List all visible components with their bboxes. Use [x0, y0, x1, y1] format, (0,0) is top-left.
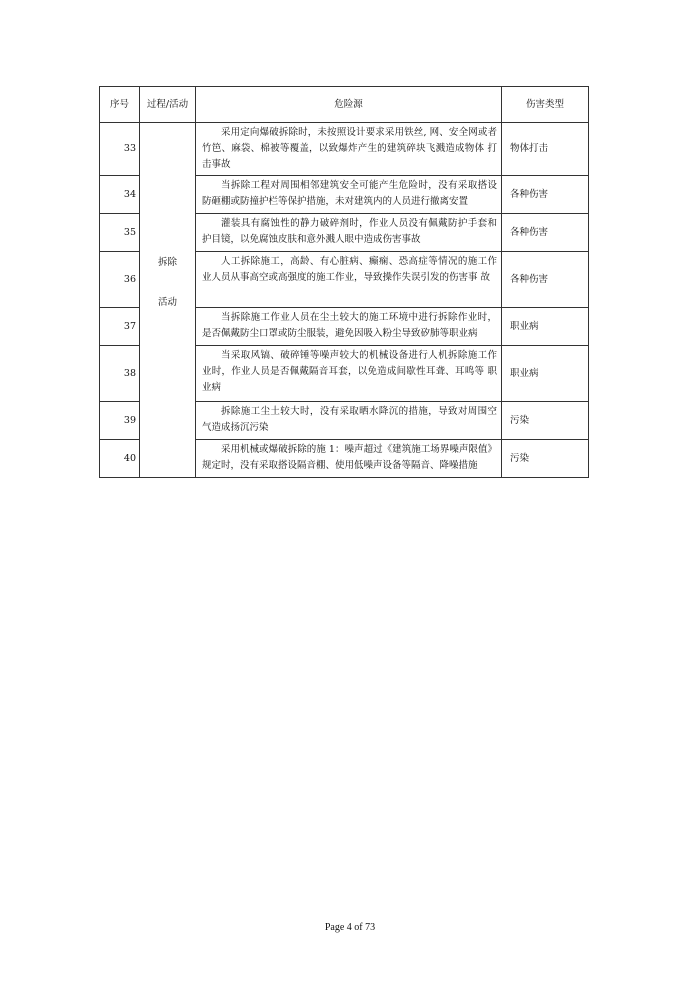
row-number: 33: [100, 123, 140, 176]
process-label-1: 拆除: [157, 257, 177, 268]
row-number: 40: [100, 440, 140, 478]
hazard-text-content: 人工拆除施工，高龄、有心脏病、癫痫、恐高症等情况的施工作 业人员从事高空或高强度的施工作业，导致操作失误引发的伤害事 故: [202, 256, 497, 283]
header-type: 伤害类型: [502, 87, 589, 123]
hazard-text-content: 采用定向爆破拆除时，未按照设计要求采用铁丝, 网、安全网或者 竹笆、麻袋、棉被等覆盖，以致爆炸产生的建筑碎块飞溅造成物体 打击事故: [202, 127, 497, 170]
hazard-text-content: 灌装具有腐蚀性的静力破碎剂时，作业人员没有佩戴防护手套和 护目镜，以免腐蚀皮肤和意外溅人眼中造成伤害事故: [202, 218, 497, 245]
row-number: 34: [100, 176, 140, 214]
header-num: 序号: [100, 87, 140, 123]
injury-type: 各种伤害: [502, 176, 589, 214]
hazard-text: [196, 252, 502, 308]
injury-type: 职业病: [502, 346, 589, 402]
hazard-text: [196, 440, 502, 478]
hazard-text-content: 当拆除施工作业人员在尘土较大的施工环境中进行拆除作业时， 是否佩戴防尘口罩或防尘服装，避免因吸入粉尘导致矽肺等职业病: [202, 312, 497, 339]
hazard-table: [99, 86, 589, 478]
injury-type: 职业病: [502, 308, 589, 346]
row-number: 36: [100, 252, 140, 308]
table-row: [100, 123, 589, 176]
row-number: 39: [100, 402, 140, 440]
hazard-text-content: 采用机械或爆破拆除的施 1：噪声超过《建筑施工场界噪声限值》 规定时，没有采取搭设隔音棚、使用低噪声设备等隔音、降噪措施: [202, 444, 497, 471]
hazard-text: [196, 123, 502, 176]
row-number: 35: [100, 214, 140, 252]
hazard-text: [196, 176, 502, 214]
header-process: 过程/活动: [140, 87, 196, 123]
hazard-text: [196, 308, 502, 346]
hazard-text: [196, 346, 502, 402]
injury-type: 各种伤害: [502, 252, 589, 308]
hazard-text-content: 当拆除工程对周围相邻建筑安全可能产生危险时，没有采取搭设 防砸棚或防撞护栏等保护措施，未对建筑内的人员进行撤离安置: [202, 180, 497, 207]
hazard-text-content: 当采取风镐、破碎锤等噪声较大的机械设备进行人机拆除施工作 业时，作业人员是否佩戴隔音耳套，以免造成间歇性耳聋、耳鸣等 职业病: [202, 350, 497, 393]
row-number: 38: [100, 346, 140, 402]
injury-type: 物体打击: [502, 123, 589, 176]
table-header-row: [100, 87, 589, 123]
process-cell: [140, 123, 196, 478]
hazard-text-content: 拆除施工尘土较大时，没有采取晒水降沉的措施，导致对周围空 气造成扬沉污染: [202, 406, 497, 433]
process-label-2: 活动: [157, 297, 177, 308]
injury-type: 各种伤害: [502, 214, 589, 252]
hazard-text: [196, 214, 502, 252]
hazard-text: [196, 402, 502, 440]
header-hazard: 危险源: [196, 87, 502, 123]
injury-type: 污染: [502, 440, 589, 478]
page-footer: Page 4 of 73: [324, 922, 376, 933]
row-number: 37: [100, 308, 140, 346]
injury-type: 污染: [502, 402, 589, 440]
